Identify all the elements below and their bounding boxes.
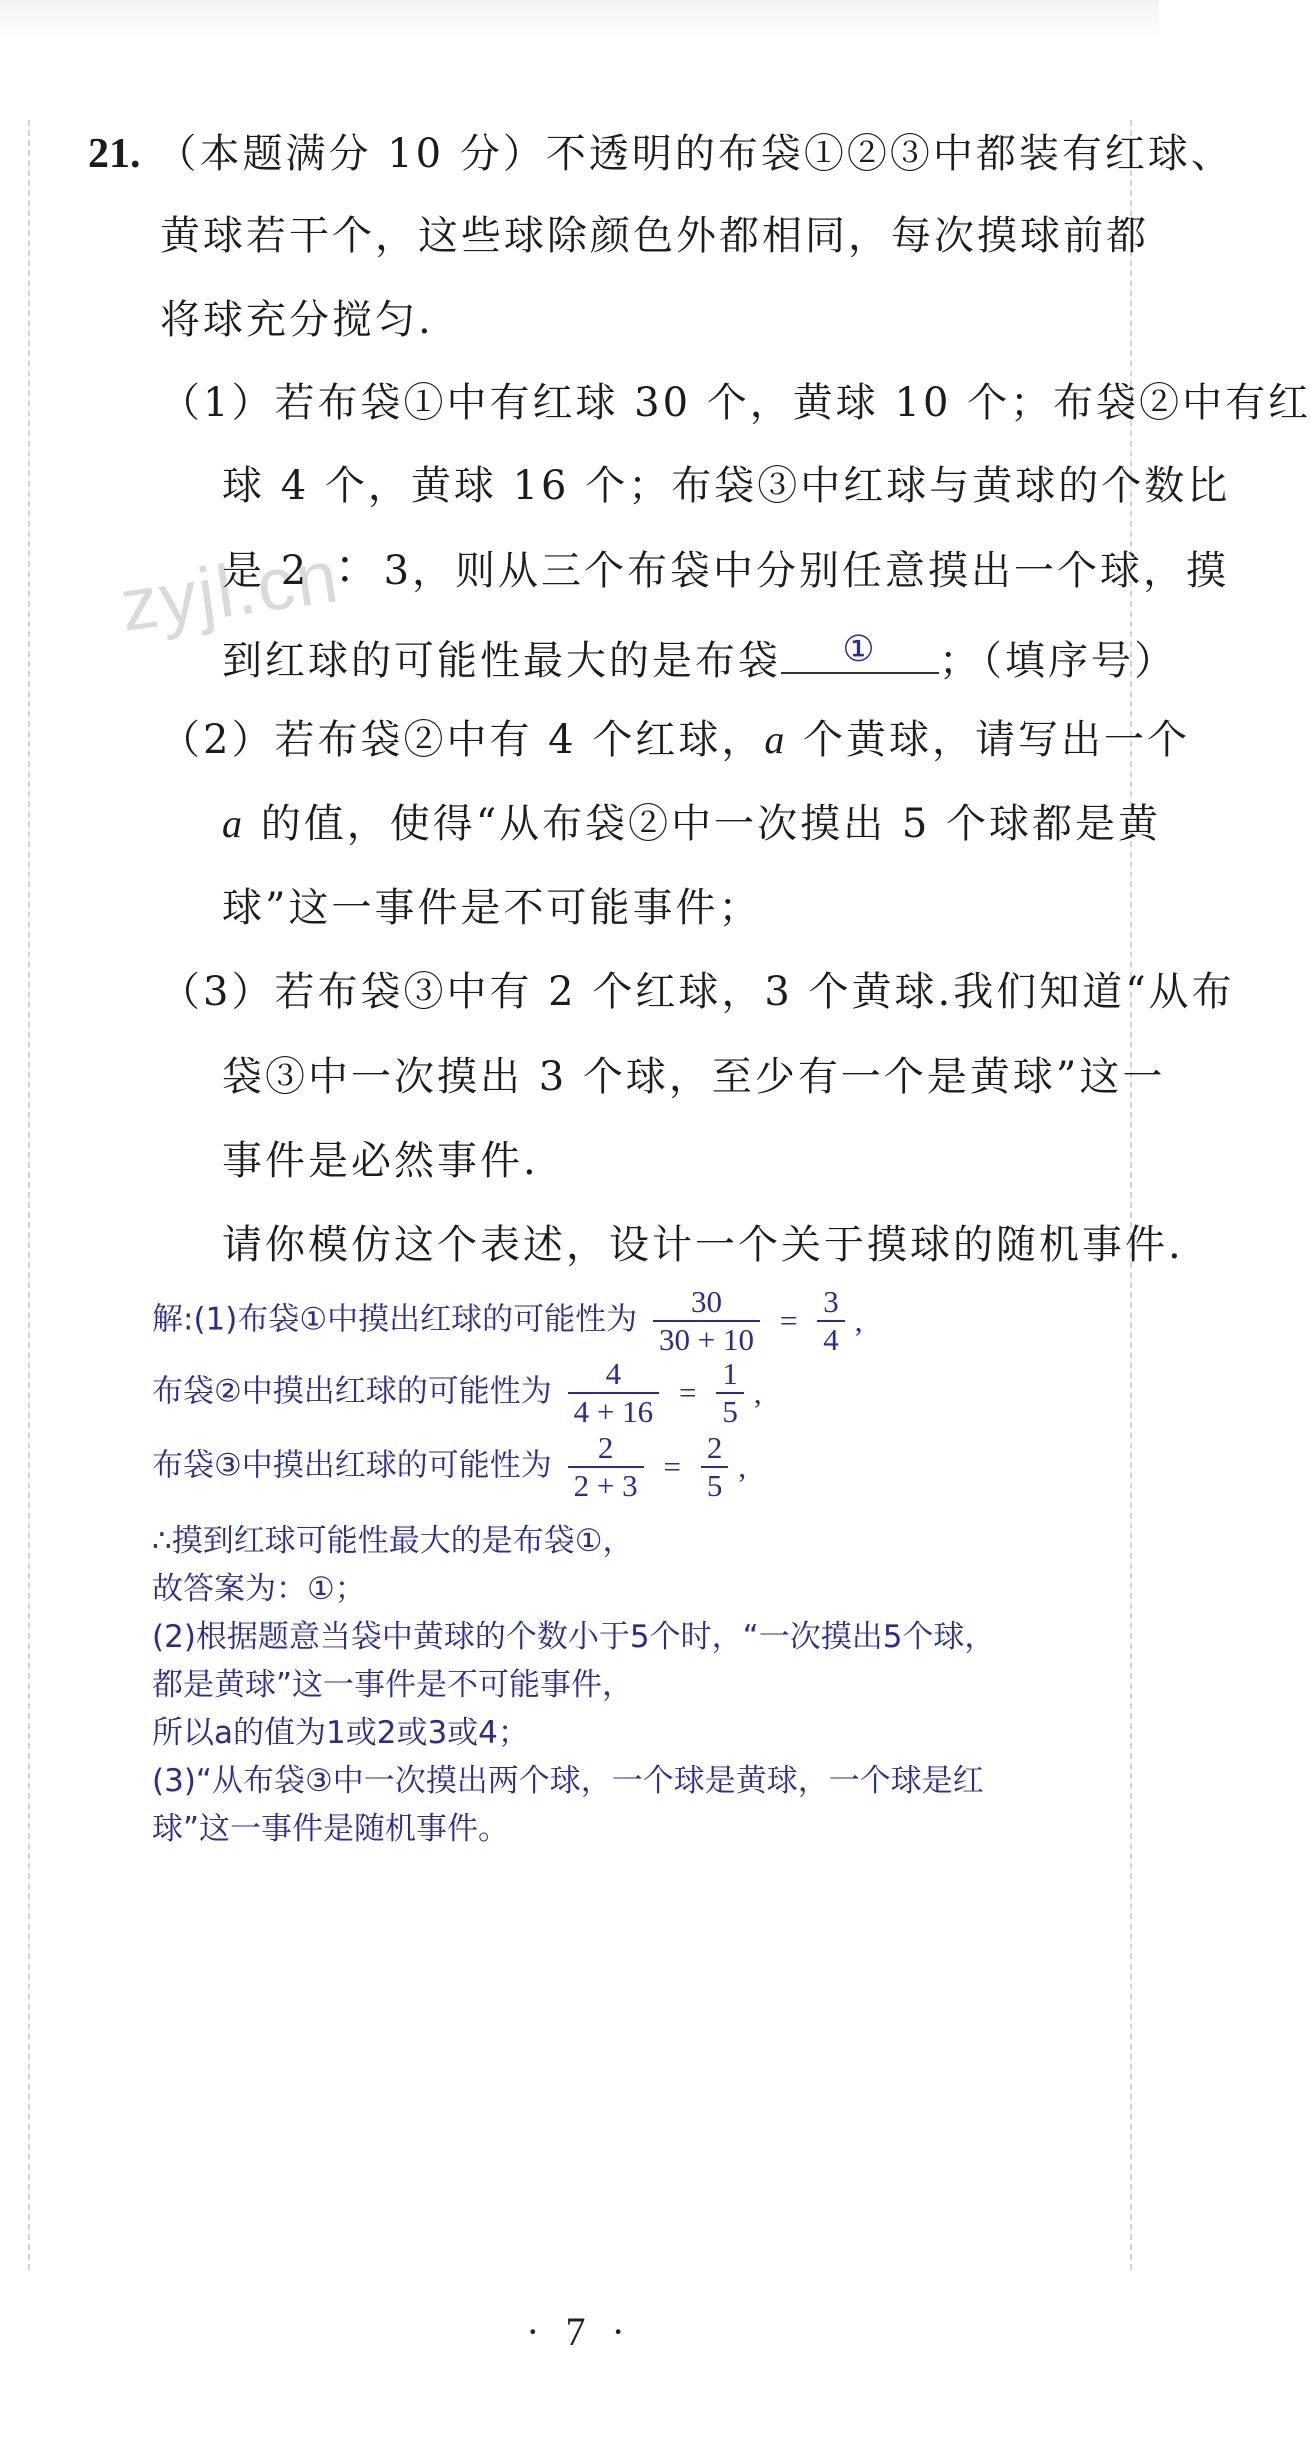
part2-line-2: [222, 796, 1161, 852]
answer-line-4: ∴摸到红球可能性最大的是布袋①，: [152, 1523, 634, 1559]
numerator: 4: [605, 1356, 622, 1391]
part3-line-2: 袋③中一次摸出 3 个球，至少有一个是黄球”这一: [222, 1054, 1166, 1100]
fraction: [716, 1356, 744, 1430]
numerator: 1: [722, 1356, 738, 1391]
denominator: 5: [701, 1466, 729, 1504]
right-margin-line: [1130, 120, 1132, 2270]
question-text: （本题满分 10 分）不透明的布袋①②③中都装有红球、: [156, 131, 1234, 177]
numerator: 2: [706, 1430, 723, 1465]
part1-prompt: 到红球的可能性最大的是布袋: [222, 638, 781, 684]
question-line-1: [88, 126, 1234, 182]
part2-line-1: [160, 712, 1190, 768]
answer-line-1: [152, 1284, 866, 1358]
answer-line-3: [152, 1430, 750, 1504]
fraction: [653, 1284, 760, 1358]
part1-suffix: ；（填序号）: [939, 638, 1177, 684]
blank-answer: ①: [842, 629, 878, 670]
question-line-3: 将球充分搅匀.: [160, 297, 434, 343]
top-shadow: [0, 0, 1159, 40]
part2-text-a: （2）若布袋②中有 4 个红球，: [160, 717, 765, 763]
part1-line-1: （1）若布袋①中有红球 30 个，黄球 10 个；布袋②中有红: [160, 380, 1311, 426]
denominator: 30 + 10: [653, 1320, 760, 1358]
answer-text: 布袋③中摸出红球的可能性为: [152, 1447, 552, 1484]
answer-line-2: [152, 1356, 766, 1430]
numerator: 3: [823, 1284, 839, 1319]
variable-a: a: [764, 717, 788, 762]
equals-sign: =: [679, 1375, 697, 1410]
fraction: [701, 1430, 729, 1504]
part3-line-3: 事件是必然事件.: [222, 1138, 539, 1184]
part1-line-2: 球 4 个，黄球 16 个；布袋③中红球与黄球的个数比: [222, 463, 1231, 509]
question-number: 21.: [88, 131, 141, 177]
part2-text-b: 个黄球，请写出一个: [787, 717, 1191, 763]
equals-sign: =: [663, 1449, 681, 1484]
fraction: [568, 1430, 644, 1504]
comma: ,: [753, 1375, 762, 1410]
denominator: 2 + 3: [568, 1466, 644, 1504]
fraction: [568, 1356, 659, 1430]
part3-line-4: 请你模仿这个表述，设计一个关于摸球的随机事件.: [222, 1222, 1184, 1268]
answer-line-6: (2)根据题意当袋中黄球的个数小于5个时，“一次摸出5个球，: [152, 1619, 996, 1655]
numerator: 30: [691, 1284, 722, 1319]
fraction: [817, 1284, 845, 1358]
answer-blank: [781, 628, 939, 674]
denominator: 4: [817, 1320, 845, 1358]
variable-a: a: [222, 801, 245, 846]
answer-line-10: 球”这一事件是随机事件。: [152, 1811, 510, 1847]
answer-text: 解:(1)布袋①中摸出红球的可能性为: [152, 1301, 638, 1338]
denominator: 4 + 16: [568, 1392, 659, 1430]
left-margin-line: [28, 120, 30, 2270]
comma: ,: [854, 1303, 863, 1338]
answer-text: 布袋②中摸出红球的可能性为: [152, 1373, 552, 1410]
part1-line-4: [222, 628, 1177, 689]
part1-line-3: 是 2 ∶ 3，则从三个布袋中分别任意摸出一个球，摸: [222, 548, 1230, 594]
question-line-2: 黄球若干个，这些球除颜色外都相同，每次摸球前都: [160, 213, 1149, 259]
comma: ,: [738, 1449, 747, 1484]
part2-line-3: 球”这一事件是不可能事件；: [222, 885, 762, 931]
answer-line-8: 所以a的值为1或2或3或4；: [152, 1715, 529, 1751]
numerator: 2: [597, 1430, 614, 1465]
answer-line-7: 都是黄球”这一事件是不可能事件，: [152, 1667, 634, 1703]
part3-line-1: （3）若布袋③中有 2 个红球，3 个黄球.我们知道“从布: [160, 969, 1235, 1015]
page-number: · 7 ·: [526, 2309, 633, 2354]
answer-line-9: (3)“从布袋③中一次摸出两个球，一个球是黄球，一个球是红: [152, 1763, 984, 1799]
part2-text-c: 的值，使得“从布袋②中一次摸出 5 个球都是黄: [245, 801, 1162, 847]
equals-sign: =: [779, 1303, 798, 1338]
watermark: zyjl.cn: [115, 534, 345, 647]
denominator: 5: [716, 1392, 744, 1430]
answer-line-5: 故答案为：①；: [152, 1571, 366, 1607]
